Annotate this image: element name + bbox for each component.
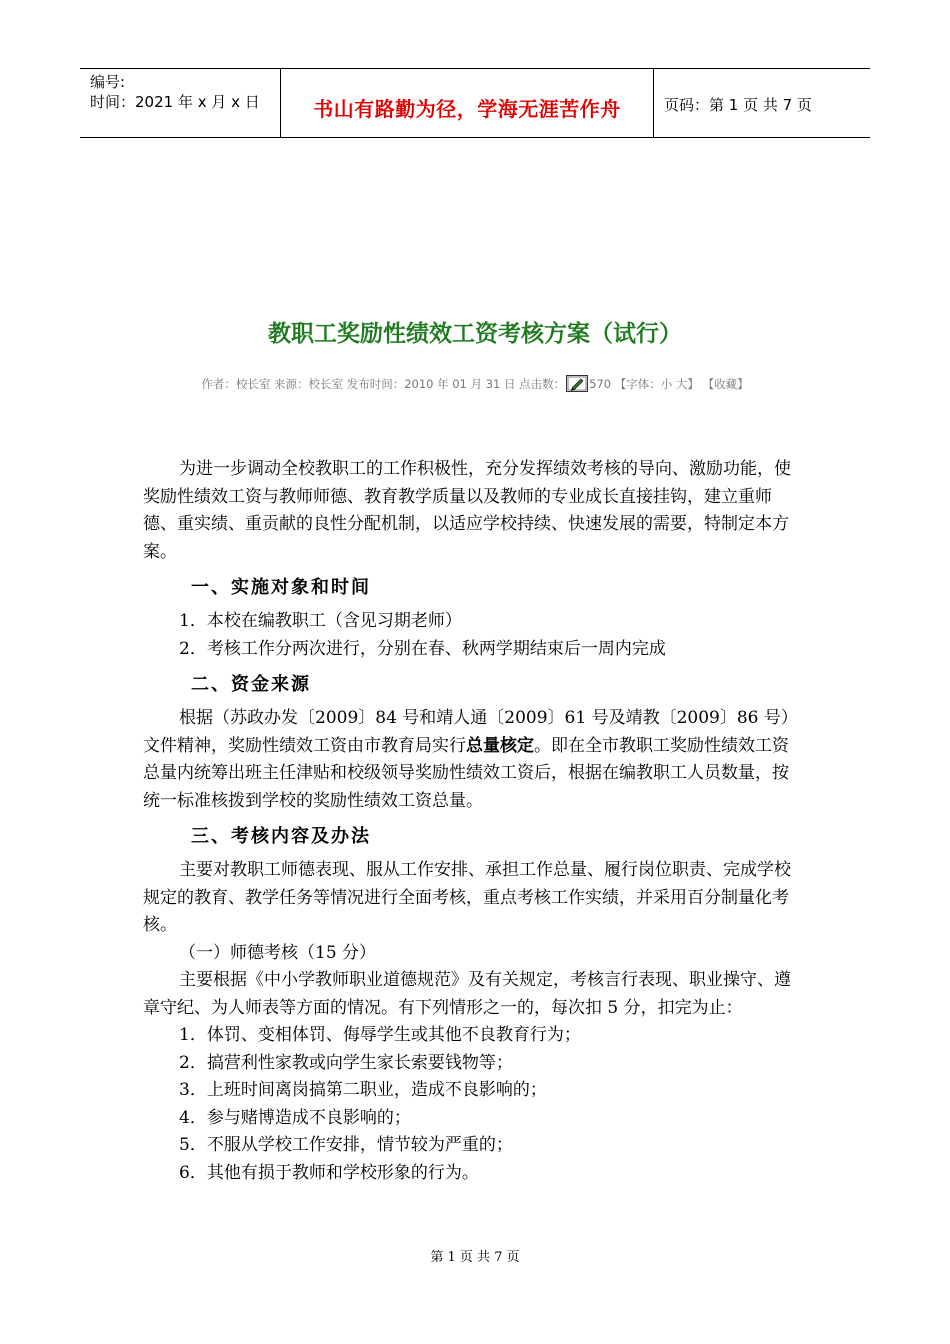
- funding-text-a: 根据（苏政办发〔2009〕84 号和靖人通〔2009〕61 号及靖教〔2009〕86 号）文件精神，奖励性绩效工资由市教育局实行: [143, 708, 798, 756]
- section-1-heading: 一、实施对象和时间: [191, 577, 371, 598]
- funding-emphasis: 总量核定: [466, 735, 534, 756]
- list-item: 5．不服从学校工作安排，情节较为严重的；: [179, 1135, 513, 1155]
- document-body: [143, 456, 803, 1187]
- assessment-paragraph: 主要对教职工师德表现、服从工作安排、承担工作总量、履行岗位职责、完成学校规定的教育、教学任务等情况进行全面考核，重点考核工作实绩，并采用百分制量化考核。: [143, 860, 791, 935]
- list-item: 3．上班时间离岗搞第二职业，造成不良影响的；: [179, 1080, 547, 1100]
- meta-info: 作者：校长室 来源：校长室 发布时间：2010 年 01 月 31 日 点击数：: [201, 377, 566, 391]
- document-title: 教职工奖励性绩效工资考核方案（试行）: [268, 321, 682, 347]
- list-item: 2．搞营利性家教或向学生家长索要钱物等；: [179, 1052, 513, 1073]
- funding-text-b: 。即在全市教职工奖励性绩效工资总量内统筹出班主任津贴和校级领导奖励性绩效工资后，根据在编教职工人员数量，按统一标准核拨到学校的奖励性绩效工资总量。: [143, 735, 789, 811]
- header-info-cell: [80, 69, 281, 137]
- pencil-icon: [566, 375, 588, 392]
- meta-actions: 570 【字体：小 大】 【收藏】: [589, 377, 749, 391]
- section-2-heading: 二、资金来源: [191, 674, 311, 695]
- list-item: 1．本校在编教职工（含见习期老师）: [179, 611, 462, 631]
- motto: 书山有路勤为径，学海无涯苦作舟: [313, 97, 621, 121]
- page-footer: 第 1 页 共 7 页: [430, 1250, 520, 1265]
- date-label: 时间：2021 年 x 月 x 日: [90, 93, 260, 111]
- intro-paragraph: 为进一步调动全校教职工的工作积极性，充分发挥绩效考核的导向、激励功能，使奖励性绩效工资与教师师德、教育教学质量以及教师的专业成长直接挂钩，建立重师德、重实绩、重贡献的良性分配机制，以适应学校持续、快速发展的需要，特制定本方案。: [143, 459, 791, 562]
- header-table: [80, 68, 870, 138]
- subsection-heading: （一）师德考核（15 分）: [179, 942, 377, 963]
- list-item: 6．其他有损于教师和学校形象的行为。: [179, 1162, 479, 1183]
- list-item: 2．考核工作分两次进行，分别在春、秋两学期结束后一周内完成: [179, 638, 666, 659]
- page-code: 页码：第 1 页 共 7 页: [664, 96, 812, 114]
- ethics-paragraph: 主要根据《中小学教师职业道德规范》及有关规定，考核言行表现、职业操守、遵章守纪、为人师表等方面的情况。有下列情形之一的，每次扣 5 分，扣完为止：: [143, 970, 791, 1018]
- header-motto-cell: [281, 69, 654, 137]
- list-item: 4．参与赌博造成不良影响的；: [179, 1107, 411, 1128]
- header-page-cell: [654, 69, 870, 137]
- article-meta: [0, 375, 950, 392]
- funding-paragraph: [143, 705, 803, 815]
- list-item: 1．体罚、变相体罚、侮辱学生或其他不良教育行为；: [179, 1025, 581, 1045]
- section-3-heading: 三、考核内容及办法: [191, 826, 371, 847]
- number-label: 编号:: [90, 73, 126, 91]
